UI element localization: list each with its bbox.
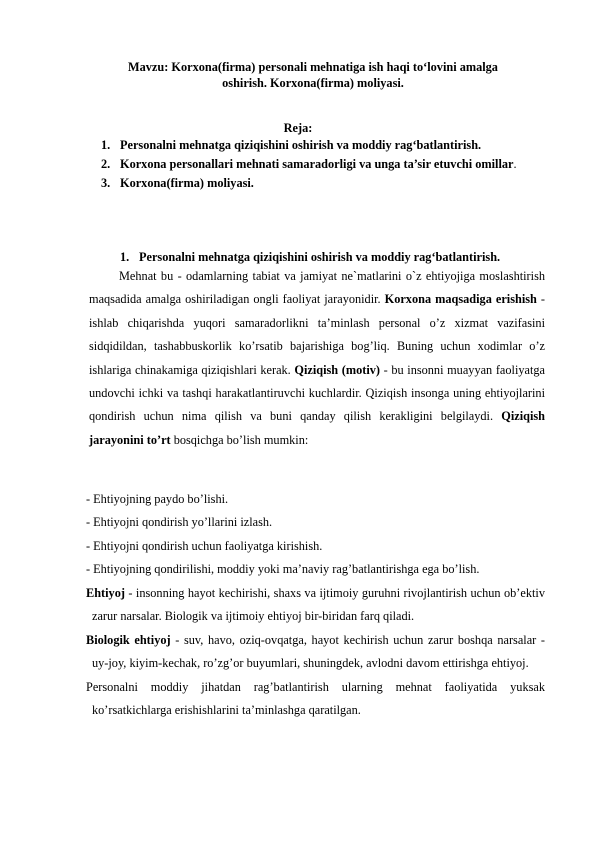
plan-heading: Reja: — [283, 121, 313, 135]
paragraph-text: - bu insonni muayyan faoliyatga undovchi ichki va tashqi harakatlantiruvchi kuchlardir. Qiziqish insonga uning ehtiyojlarini qondirish uchun nima qilish va buni qanday qilish kerakligini belgilaydi. — [89, 362, 545, 424]
plan-item — [101, 138, 531, 152]
plan-item-text: Personalni mehnatga qiziqishini oshirish va moddiy rag‘batlantirish. — [120, 138, 482, 152]
paragraph-text: - suv, havo, oziq-ovqatga, hayot kechirish uchun zarur boshqa narsalar - uy-joy, kiyim-kechak, ro’zg’or buyumlari, shuningdek, avlodni davom ettirishga ehtiyoj. — [92, 632, 545, 671]
plan-item — [101, 157, 531, 171]
plan-item-number: 1. — [101, 138, 111, 152]
list-item: - Ehtiyojning qondirilishi, moddiy yoki ma’naviy rag’batlantirishga ega bo’lish. — [86, 562, 480, 577]
steps-list — [86, 488, 542, 582]
section-body — [89, 265, 545, 452]
paragraph-text: - ishlab chiqarishda yuqori samaradorlikni ta’minlash personal o’z xizmat vazifasini sidqidildan, tashabbuskorlik ko’rsatib bajarishiga bog’liq. Buning uchun xodimlar o’z ishlariga chinakamiga qiziqishlari kerak. — [89, 292, 545, 377]
plan-list — [101, 138, 531, 195]
title-line-1: Mavzu: Korxona(firma) personali mehnatiga ish haqi to‘lovini amalga — [128, 60, 498, 74]
list-item: - Ehtiyojning paydo bo’lishi. — [86, 492, 229, 506]
paragraph-text: Mehnat bu - odamlarning tabiat va jamiyat ne`matlarini o`z ehtiyojiga moslashtirish maqsadida amalga oshiriladigan ongli faoliyat jarayonidir. — [89, 269, 545, 307]
definitions — [86, 582, 545, 722]
section-heading — [120, 249, 560, 265]
paragraph-biologik-ehtiyoj — [86, 629, 545, 676]
document-title — [90, 59, 536, 91]
plan-item-text: Korxona(firma) moliyasi. — [120, 176, 254, 190]
term-korxona-maqsadiga: Korxona maqsadiga erishish — [384, 292, 537, 307]
title-line-2: oshirish. Korxona(firma) moliyasi. — [222, 76, 404, 90]
plan-item-number: 2. — [101, 157, 111, 171]
paragraph-rag-batlantirish: Personalni moddiy jihatdan rag’batlantirish ularning mehnat faoliyatida yuksak ko’rsatkichlarga erishishlarini ta’minlashga qaratilgan. — [86, 679, 545, 718]
term-qiziqish: Qiziqish (motiv) — [294, 362, 380, 377]
plan-item-period: . — [513, 157, 517, 171]
list-item: - Ehtiyojni qondirish uchun faoliyatga kirishish. — [86, 538, 323, 553]
paragraph-ehtiyoj — [86, 582, 545, 629]
plan-item-text: Korxona personallari mehnati samaradorligi va unga ta’sir etuvchi omillar — [120, 157, 514, 171]
paragraph-text: - insonning hayot kechirishi, shaxs va ijtimoiy guruhni rivojlantirish uchun ob’ektiv zarur narsalar. Biologik va ijtimoiy ehtiyoj bir-biridan farq qiladi. — [92, 586, 545, 624]
plan-item — [101, 176, 531, 190]
paragraph-motivation — [89, 265, 545, 452]
list-item: - Ehtiyojni qondirish yo’llarini izlash. — [86, 515, 273, 530]
section-title: Personalni mehnatga qiziqishini oshirish va moddiy rag‘batlantirish. — [139, 250, 501, 264]
paragraph-text: bosqichga bo’lish mumkin: — [170, 432, 309, 447]
plan-item-number: 3. — [101, 176, 111, 190]
term-biologik-ehtiyoj: Biologik ehtiyoj — [86, 632, 171, 647]
section-number: 1. — [120, 250, 130, 264]
term-ehtiyoj: Ehtiyoj — [86, 586, 125, 600]
term-qiziqish-jarayoni: Qiziqish jarayonini to’rt — [89, 409, 545, 447]
